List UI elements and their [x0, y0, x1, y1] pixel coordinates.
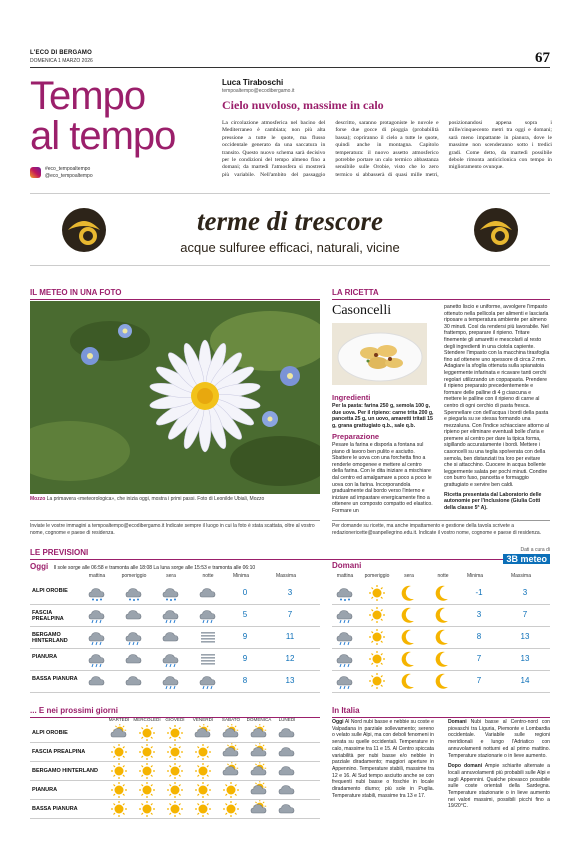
newspaper-name: L'ECO DI BERGAMO	[30, 50, 92, 56]
weekly-row	[30, 743, 320, 762]
sun-icon	[136, 724, 158, 742]
snow-icon	[160, 584, 182, 602]
day-header: MERCOLEDÌ	[133, 717, 161, 722]
sun-icon	[366, 584, 388, 602]
sun-icon	[108, 781, 130, 799]
sun-icon	[366, 650, 388, 668]
suncloud-icon	[192, 724, 214, 742]
area-name: BERGAMO HINTERLAND	[32, 632, 68, 644]
sun-icon	[108, 800, 130, 818]
credit-label: Dati a cura di	[520, 547, 550, 553]
column-header: Massima	[275, 573, 296, 579]
suncloud-icon	[220, 762, 242, 780]
suncloud-icon	[108, 724, 130, 742]
rain-icon	[334, 650, 356, 668]
area-name: PIANURA	[32, 787, 58, 793]
sun-icon	[220, 800, 242, 818]
rain-icon	[334, 672, 356, 690]
weekly-row	[30, 724, 320, 743]
forecast-row	[332, 604, 550, 627]
casoncelli-image	[332, 323, 427, 385]
min-temp: 8	[476, 632, 482, 641]
forecast-row	[332, 582, 550, 605]
column-header: Minima	[232, 573, 250, 579]
rain-icon	[160, 672, 182, 690]
area-name: FASCIA PREALPINA	[32, 749, 86, 755]
cloud-icon	[86, 672, 108, 690]
moon-icon	[432, 650, 454, 668]
title-line-2: al tempo	[30, 114, 176, 158]
cloud-icon	[276, 743, 298, 761]
max-temp: 13	[520, 654, 530, 663]
cloud-icon	[123, 606, 145, 624]
min-temp: 7	[476, 654, 482, 663]
today-forecast-table	[30, 573, 320, 691]
casoncelli-photo[interactable]	[332, 323, 427, 385]
forecast-row	[332, 626, 550, 649]
3bmeteo-logo: 3B meteo	[503, 554, 550, 564]
recipe-preparation-1	[332, 432, 434, 515]
fog-icon	[197, 650, 219, 668]
suncloud-icon	[248, 762, 270, 780]
daisy-photo[interactable]	[30, 301, 320, 494]
sun-icon	[366, 606, 388, 624]
daisy-image	[30, 301, 320, 494]
recipe-preparation-2	[444, 304, 550, 511]
sun-icon	[366, 628, 388, 646]
moon-icon	[398, 650, 420, 668]
today-label: Oggi	[30, 562, 49, 571]
sun-icon	[220, 781, 242, 799]
sun-icon	[192, 781, 214, 799]
cloud-icon	[160, 628, 182, 646]
day-header: MARTEDÌ	[108, 717, 130, 722]
sun-icon	[136, 800, 158, 818]
rain-icon	[123, 628, 145, 646]
sun-icon	[192, 743, 214, 761]
moon-icon	[432, 606, 454, 624]
instagram-icon	[30, 167, 41, 178]
rain-icon	[86, 606, 108, 624]
day-header: VENERDÌ	[192, 717, 214, 722]
column-header: mattina	[336, 573, 354, 579]
day-header: SABATO	[221, 717, 241, 722]
moon-icon	[398, 584, 420, 602]
ad-tagline: acque sulfuree efficaci, naturali, vicine	[180, 240, 400, 255]
italy-later	[448, 719, 550, 810]
sun-moon-times: Il sole sorge alle 06:58 e tramonta alle 18:08 La luna sorge alle 15:53 e tramonta alle 06:10	[53, 565, 256, 571]
cloud-icon	[276, 800, 298, 818]
max-temp: 14	[520, 676, 530, 685]
page-number: 67	[535, 50, 550, 66]
ingredients-text: Per la pasta: farina 250 g, semola 100 g, due uova. Per il ripieno: carne trita 200 g, pancetta 25 g, un uovo, amaretti tritati 15 g, grana grattugiato q.b., sale q.b.	[332, 403, 434, 429]
max-temp: 13	[285, 676, 295, 685]
italy-today-text: Al Nord nubi basse e nebbie su coste e Valpadana in parziale sollevamento; sereno o velato sulle Alpi, ma con deboli fenomeni in serata su quelle occidentali. Temperature in calo, massime tra 11 e 15. Al Centro spiccata variabilità per nubi basse e/o nebbie in parziale diradamento; maggiori aperture in Appennino. Temperature stabili, massime tra 12 e 16. Al Sud tempo asciutto anche se con frequenti nubi basse o foschie in locale diradamento diurno; più sole in Puglia. Temperature stabili, massime tra 13 e 17.	[332, 719, 434, 799]
today-info	[30, 562, 255, 571]
cloud-icon	[276, 724, 298, 742]
italy-tomorrow-text: Nubi basse al Centro-nord con piovaschi tra Liguria, Piemonte e Lombardia occidentale. Variabile sulle regioni meridionali e lungo l'Adriatico con annuvolamenti notturni ed al primo mattino. Temperature stazionarie o in lieve aumento.	[448, 719, 550, 759]
social-hashtag[interactable]: #eco_tempoaltempo	[45, 166, 91, 172]
suncloud-icon	[248, 724, 270, 742]
weekly-heading: ... E nei prossimi giorni	[30, 706, 320, 718]
cloud-icon	[276, 781, 298, 799]
cloud-icon	[123, 650, 145, 668]
rain-icon	[334, 628, 356, 646]
weekly-row	[30, 762, 320, 781]
max-temp: 3	[287, 588, 293, 597]
italy-tomorrow-label: Domani	[448, 719, 467, 725]
ingredients-heading: Ingredienti	[332, 393, 371, 402]
social-handles	[30, 166, 93, 180]
area-name: ALPI OROBIE	[32, 730, 68, 736]
recipe-heading: LA RICETTA	[332, 288, 550, 300]
italy-today-label: Oggi	[332, 719, 344, 725]
recipe-credit: Ricetta presentata dal Laboratorio delle autonomie per l'inclusione (Giulia Cotti della classe 5ª A).	[444, 491, 542, 511]
preparation-text-2: panetto liscio e uniforme, avvolgere l'impasto ottenuto nella pellicola per alimenti e lasciarla riposare a temperatura ambiente per almeno 30 minuti. Così da rendersi più lavorabile. Nel frattempo, preparare il ripieno. Tritare finemente gli amaretti e mescolarli al resto degli ingredienti in una ciotola capiente. Stendere l'impasto con la macchina tirasfoglia fino ad ottenere uno spessore di circa 2 mm. Adagiare la sfoglia ottenuta sulla spianatoia leggermente infarinata e ricavare tanti cerchi regolari utilizzando un coppapasta. Prendere il ripieno preparato precedentemente e formare delle palline di 4 g ciascuna e mettere le palline con il ripieno di carne al centro di ogni cerchio di pasta fresca. Spennellare con dell'acqua i bordi della pasta e piegarla su se stessa formando una mezzaluna. Con l'indice schiacciare attorno al ripieno per eliminare eventuali bolle d'aria e premere al centro per dare la tipica forma, sigillando accuratamente i bordi. Mettere i casoncelli su una teglia spolverata con della semola, ben distanziati tra loro per evitare che si attacchino. Cuocere in acqua bollente leggermente salata per pochi minuti. Condire con burro fuso, pancetta e formaggio grattugiato e servire ben caldi.	[444, 304, 550, 489]
area-name: FASCIA PREALPINA	[32, 610, 64, 622]
photo-section-heading: IL METEO IN UNA FOTO	[30, 288, 320, 300]
min-temp: 9	[242, 654, 248, 663]
photo-submission-note: Inviate le vostre immagini a tempoaltempo@ecodibergamo.it Indicate sempre il luogo in cui la foto è stata scattata, oltre al vostro nome, cognome e paese di residenza.	[30, 520, 320, 537]
min-temp: 7	[476, 676, 482, 685]
title-line-1: Tempo	[30, 74, 146, 118]
min-temp: 5	[242, 610, 248, 619]
sun-icon	[108, 743, 130, 761]
fog-icon	[197, 628, 219, 646]
recipe-submission-note: Per domande su ricette, ma anche impattamento e gestione della tavola scrivete a redazionericette@sanpellegrino.edu.it. Indicate il vostro nome, cognome e paese di residenza.	[332, 520, 550, 537]
min-temp: 0	[242, 588, 248, 597]
moon-icon	[432, 672, 454, 690]
rain-icon	[160, 606, 182, 624]
area-name: PIANURA	[32, 654, 58, 660]
max-temp: 7	[287, 610, 293, 619]
article-body: La circolazione atmosferica nel bacino del Mediterraneo è cambiata; non più alta pressione a tutte le quote, ma flusso occidentale generato da una saccatura in transito. Questo nuovo schema sarà decisivo per le condizioni del tempo almeno fino a domani; da martedì l'atmosfera si mostrerà più variabile. Nell'ambito del passaggio descritto, saranno protagoniste le nuvole e forse due gocce di pioggia (probabilità bassa); copriranno il cielo a tutte le quote, quindi anche in montagna. Capitolo temperatura: il nuovo assetto atmosferico potrebbe portare un calo termico abbastanza sensibile sulle Orobie, visto che lo zero termico si abbasserà di quasi mille metri, posizionandosi appena sopra i mille/cinquecento metri tra oggi e domani; sarà meno impattante in pianura, dove le massime non scenderanno sotto i tredici gradi. Come detto, da martedì possibile debole rimonta anticiclonica con tempo in miglioramento ovunque.	[222, 120, 552, 178]
max-temp: 13	[520, 632, 530, 641]
rain-icon	[197, 606, 219, 624]
min-temp: -1	[475, 588, 483, 597]
sun-icon	[164, 743, 186, 761]
suncloud-icon	[248, 781, 270, 799]
snow-icon	[86, 584, 108, 602]
sun-icon	[108, 762, 130, 780]
article-headline: Cielo nuvoloso, massime in calo	[222, 98, 384, 112]
moon-icon	[398, 628, 420, 646]
forecast-row	[332, 648, 550, 671]
masthead	[30, 50, 550, 68]
recipe-title: Casoncelli	[332, 303, 392, 318]
section-title	[30, 76, 210, 156]
weekly-row	[30, 781, 320, 800]
suncloud-icon	[220, 743, 242, 761]
rain-icon	[160, 650, 182, 668]
photo-caption	[30, 496, 320, 502]
moon-icon	[398, 606, 420, 624]
forecast-row	[30, 582, 320, 605]
rain-icon	[86, 628, 108, 646]
forecast-heading: LE PREVISIONI	[30, 548, 550, 560]
author-name: Luca Tiraboschi	[222, 78, 284, 87]
cloud-icon	[197, 584, 219, 602]
tomorrow-label: Domani	[332, 561, 362, 570]
max-temp: 3	[522, 588, 528, 597]
tomorrow-forecast-table	[332, 573, 550, 691]
area-name: BERGAMO HINTERLAND	[32, 768, 98, 774]
column-header: Minima	[466, 573, 484, 579]
day-header: LUNEDÌ	[278, 717, 296, 722]
sun-icon	[136, 781, 158, 799]
sun-icon	[164, 762, 186, 780]
column-header: notte	[437, 573, 449, 579]
moon-icon	[432, 628, 454, 646]
min-temp: 9	[242, 632, 248, 641]
area-name: BASSA PIANURA	[32, 676, 78, 682]
column-header: pomeriggio	[121, 573, 147, 579]
suncloud-icon	[220, 724, 242, 742]
preparation-heading: Preparazione	[332, 432, 380, 441]
snow-icon	[334, 584, 356, 602]
sun-icon	[136, 743, 158, 761]
ad-brand-name: terme di trescore	[197, 206, 383, 236]
min-temp: 3	[476, 610, 482, 619]
rain-icon	[197, 672, 219, 690]
forecast-row	[30, 648, 320, 671]
max-temp: 7	[522, 610, 528, 619]
forecast-row	[30, 604, 320, 627]
social-handle[interactable]: @eco_tempoaltempo	[45, 173, 93, 179]
sun-icon	[366, 672, 388, 690]
caption-text: La primavera «meteorologica», che inizia oggi, mostra i primi passi. Foto di Leonilde Ubiali, Mozzo	[46, 496, 265, 502]
sun-icon	[164, 800, 186, 818]
suncloud-icon	[248, 800, 270, 818]
forecast-row	[30, 626, 320, 649]
italy-after-label: Dopo domani	[448, 763, 483, 770]
max-temp: 12	[285, 654, 295, 663]
preparation-text-1: Pesare la farina e disporla a fontana sul piano di lavoro ben pulito e asciutto. Sbattere le uova con una forchetta fino a renderle omogenee e mettere al centro della farina. Con le dita iniziare a mischiare dal centro ed amalgamare a poco a poco le uova con la farina. Incorporandola gradualmente dal bordo verso l'interno e iniziare ad impastare energicamente fino a ottenere un composto compatto ed elastico. Formare un	[332, 442, 433, 514]
column-header: pomeriggio	[364, 573, 390, 579]
min-temp: 8	[242, 676, 248, 685]
column-header: Massima	[510, 573, 531, 579]
suncloud-icon	[248, 743, 270, 761]
day-header: GIOVEDÌ	[165, 717, 185, 722]
italy-after-text: Ampie schiarite alternate a locali annuvolamenti più probabili sulle Alpi e sugli Appennini. Qualche piovasco possibile sulle coste orientali della Sardegna. Temperature stazionarie o in lieve aumento nei valori massimi, possibili picchi fino a 19/20°C.	[448, 763, 550, 810]
area-name: BASSA PIANURA	[32, 806, 78, 812]
issue-date: DOMENICA 1 MARZO 2026	[30, 58, 93, 64]
weekly-row	[30, 800, 320, 819]
cloud-icon	[276, 762, 298, 780]
sun-icon	[192, 800, 214, 818]
moon-icon	[398, 672, 420, 690]
sun-icon	[164, 724, 186, 742]
sun-icon	[192, 762, 214, 780]
sun-icon	[136, 762, 158, 780]
snow-icon	[123, 584, 145, 602]
cloud-icon	[123, 672, 145, 690]
recipe-ingredients	[332, 393, 434, 429]
sun-icon	[164, 781, 186, 799]
terme-logo-icon	[470, 202, 522, 254]
forecast-row	[332, 670, 550, 693]
column-header: mattina	[88, 573, 106, 579]
forecast-credit	[503, 547, 550, 564]
italy-today	[332, 719, 434, 799]
moon-icon	[432, 584, 454, 602]
italy-heading: In Italia	[332, 706, 550, 718]
advertisement-banner[interactable]	[30, 193, 550, 266]
max-temp: 11	[285, 632, 295, 641]
area-name: ALPI OROBIE	[32, 588, 68, 594]
forecast-row	[30, 670, 320, 693]
author-email[interactable]: tempoaltempo@ecodibergamo.it	[222, 88, 295, 94]
day-header: DOMENICA	[246, 717, 272, 722]
rain-icon	[334, 606, 356, 624]
column-header: notte	[202, 573, 214, 579]
column-header: sera	[404, 573, 414, 579]
column-header: sera	[166, 573, 176, 579]
rain-icon	[86, 650, 108, 668]
caption-place: Mozzo	[30, 496, 46, 502]
